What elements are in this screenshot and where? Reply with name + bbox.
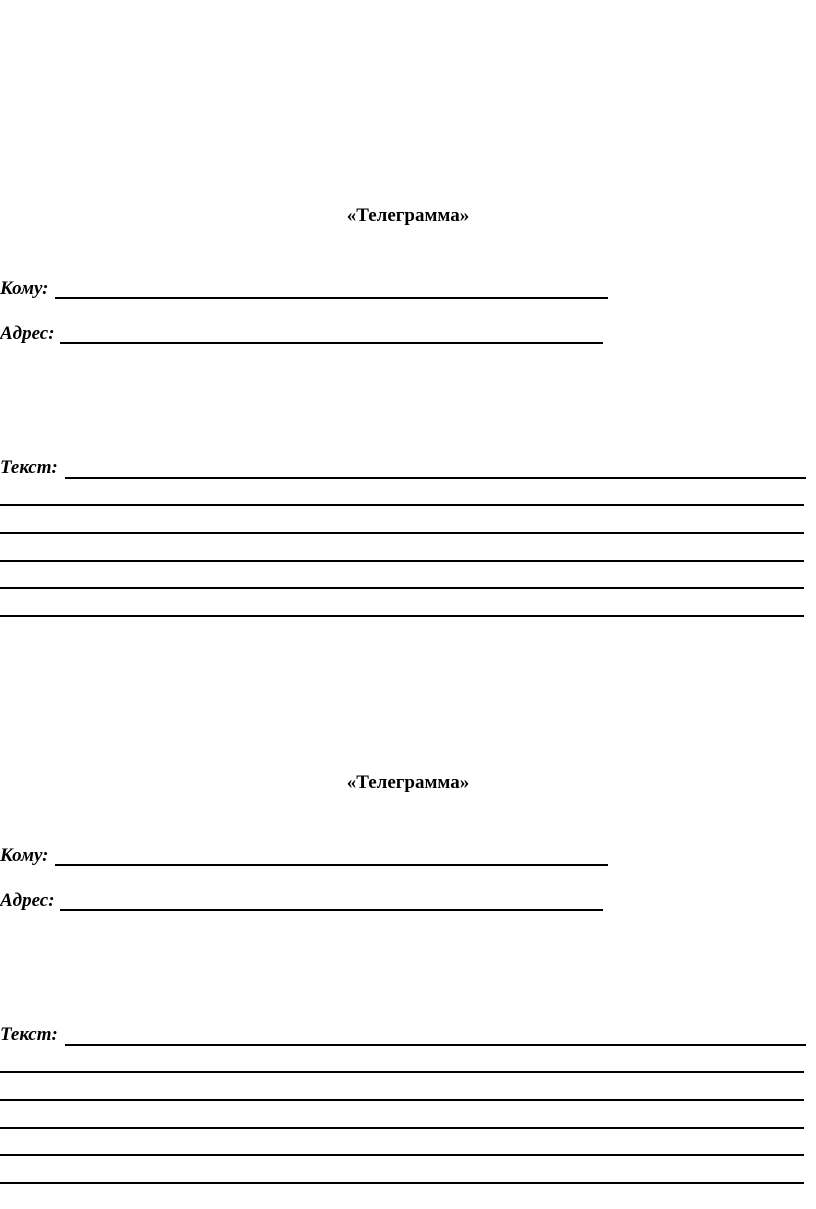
telegram-form-2	[0, 567, 816, 1045]
message-blank-line	[0, 1182, 804, 1184]
address-blank-line	[60, 342, 603, 344]
recipient-label: Кому:	[0, 278, 49, 299]
form-title: «Телеграмма»	[346, 205, 470, 226]
message-blank-line	[0, 504, 804, 506]
telegram-form-1	[0, 0, 816, 478]
message-blank-line	[65, 1044, 806, 1046]
message-blank-line	[0, 1099, 804, 1101]
message-blank-line	[0, 1127, 804, 1129]
message-blank-line	[0, 1154, 804, 1156]
message-blank-line	[0, 532, 804, 534]
form-title: «Телеграмма»	[346, 772, 470, 793]
message-text-label: Текст:	[0, 1024, 58, 1045]
recipient-blank-line	[55, 297, 608, 299]
message-blank-line	[0, 1071, 804, 1073]
recipient-blank-line	[55, 864, 608, 866]
recipient-label: Кому:	[0, 845, 49, 866]
message-blank-line	[0, 560, 804, 562]
address-label: Адрес:	[0, 323, 55, 344]
address-label: Адрес:	[0, 890, 55, 911]
address-blank-line	[60, 909, 603, 911]
message-text-label: Текст:	[0, 457, 58, 478]
message-blank-line	[65, 477, 806, 479]
